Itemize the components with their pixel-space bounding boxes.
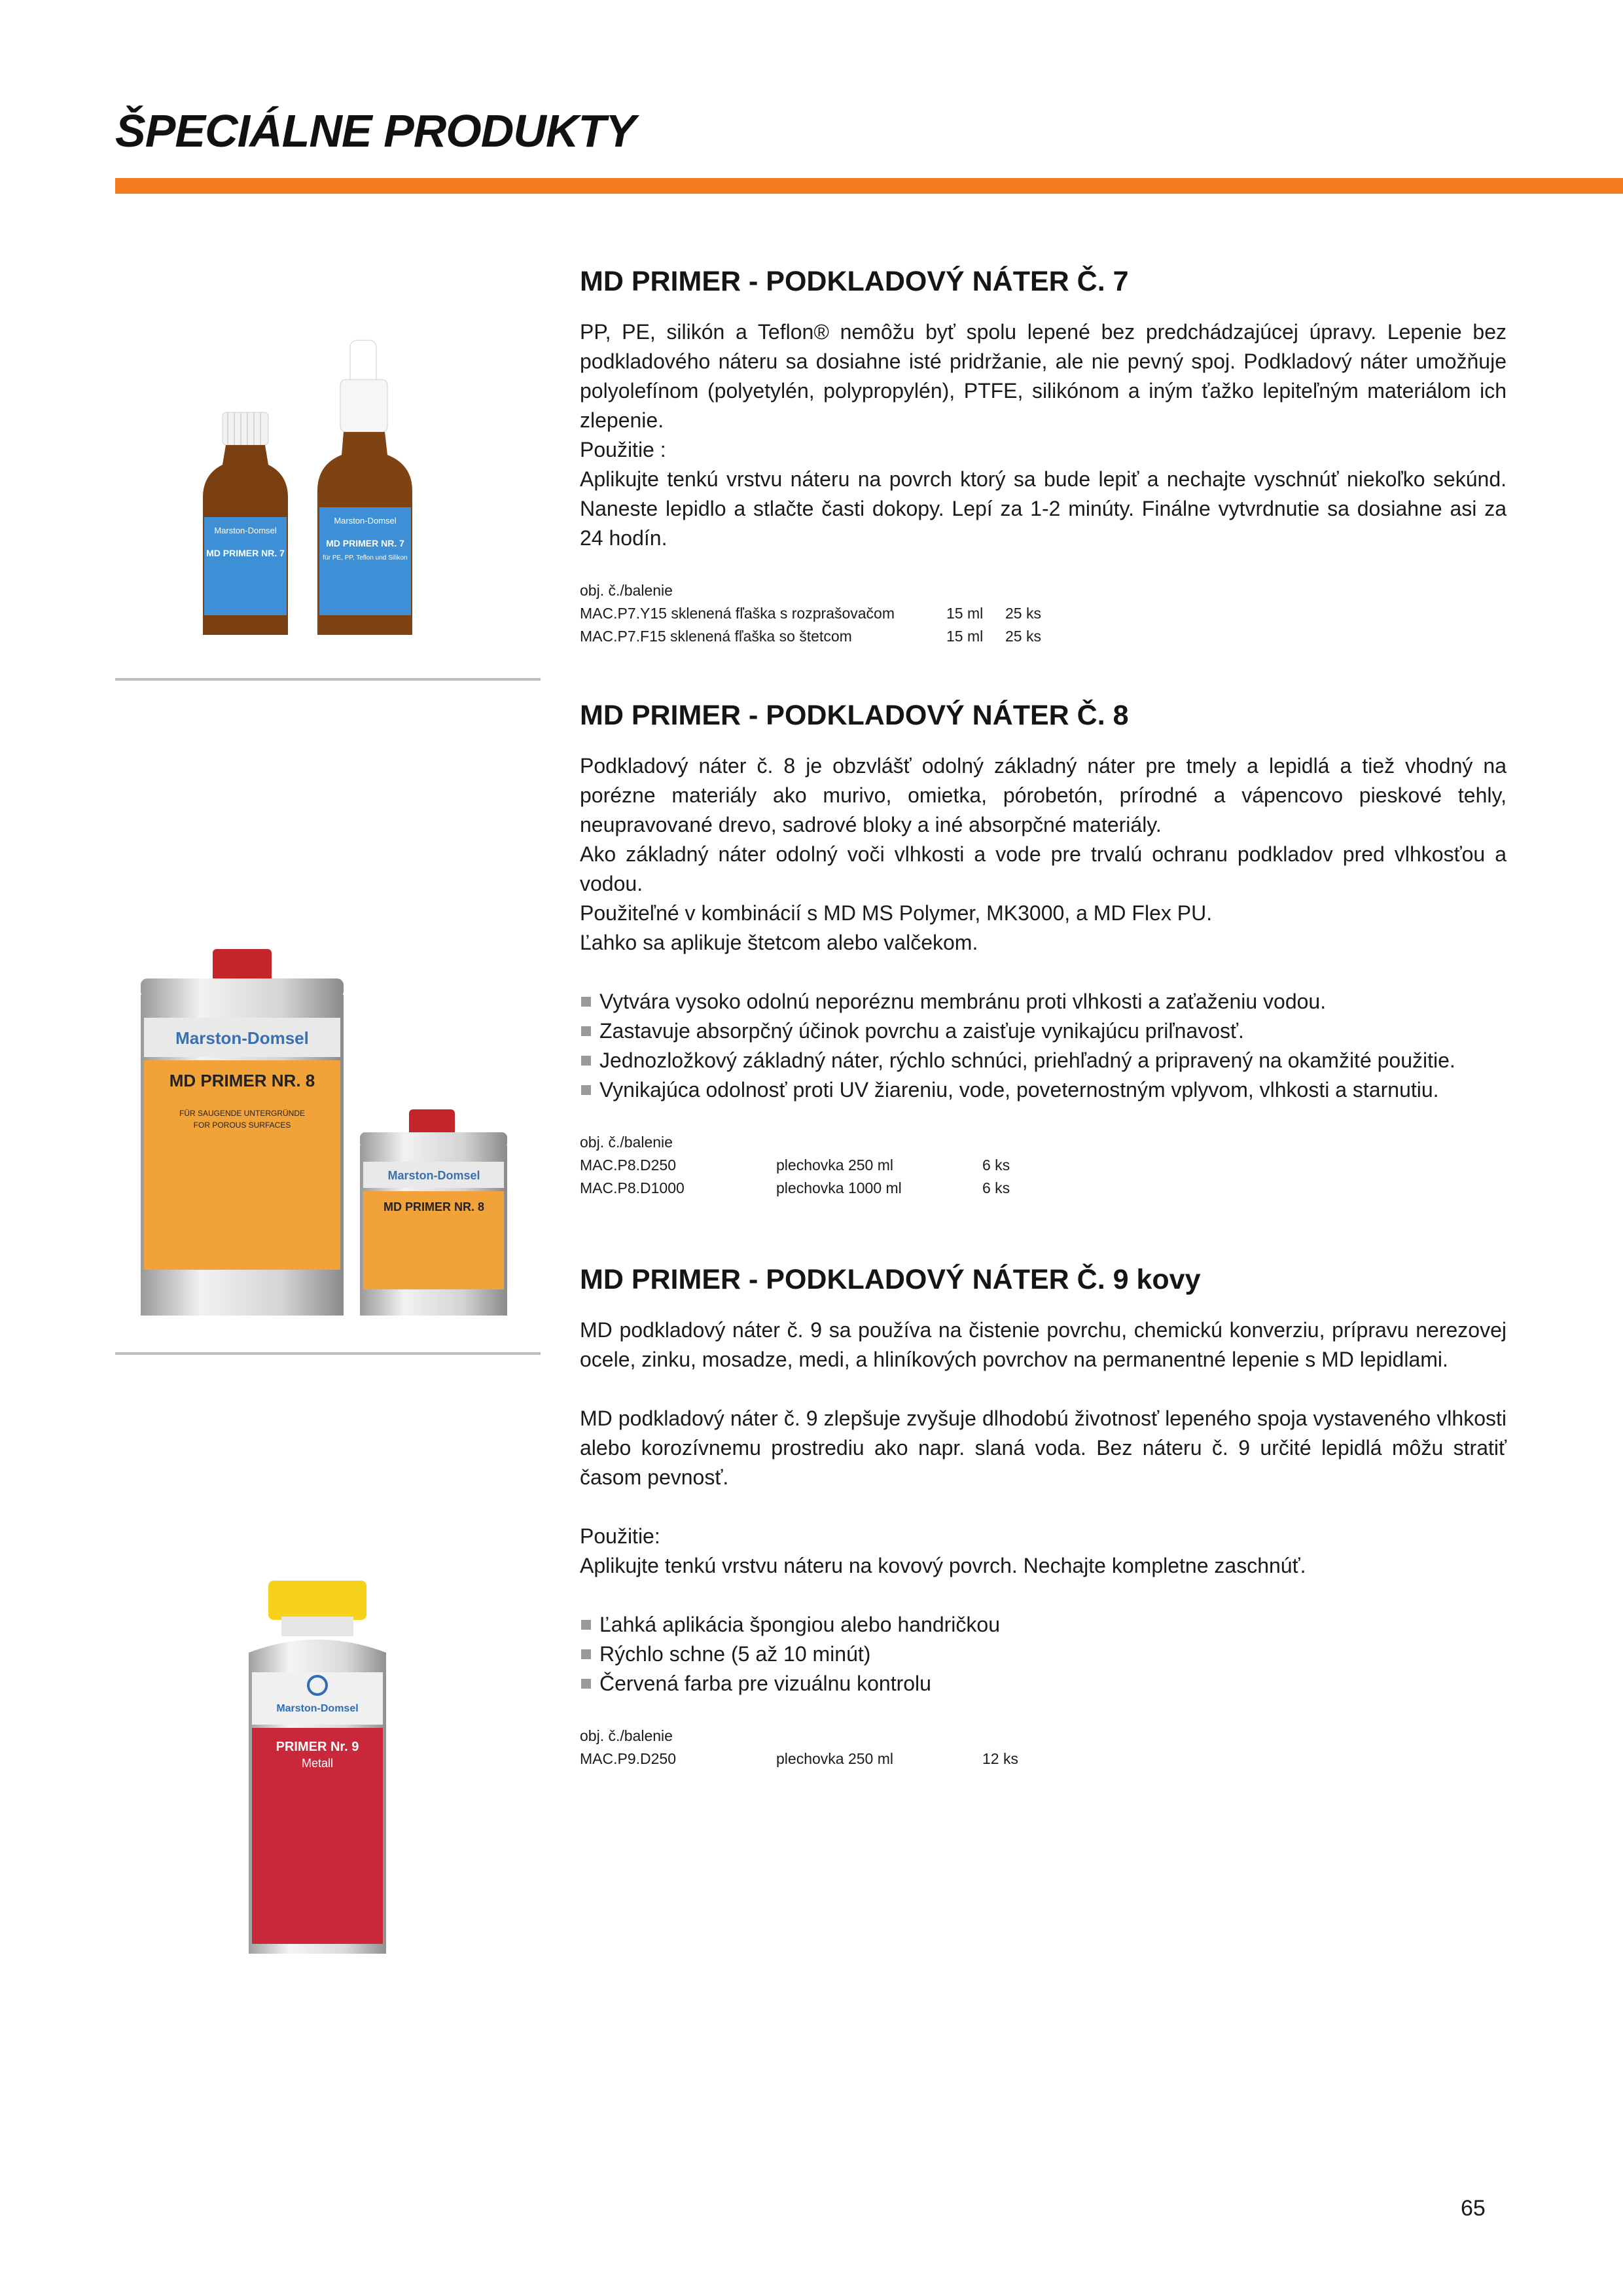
list-item: Vynikajúca odolnosť proti UV žiareniu, vode, poveternostným vplyvom, vlhkosti a starnutiu. xyxy=(580,1075,1507,1105)
svg-text:für PE, PP, Teflon und Silikon: für PE, PP, Teflon und Silikon xyxy=(323,554,408,562)
section-paragraph: Ako základný náter odolný voči vlhkosti a vode pre trvalú ochranu podkladov pred vlhkosťou a vodou. xyxy=(580,842,1507,895)
primer-7-bottles-graphic xyxy=(190,334,465,641)
order-code: MAC.P8.D1000 xyxy=(580,1179,685,1196)
svg-text:Marston-Domsel: Marston-Domsel xyxy=(387,1169,480,1182)
feature-list xyxy=(580,1610,1507,1698)
svg-text:MD PRIMER NR. 7: MD PRIMER NR. 7 xyxy=(206,548,285,558)
order-qty: 25 ks xyxy=(1005,627,1041,645)
order-qty: 6 ks xyxy=(982,1179,1010,1196)
order-code: MAC.P7.Y15 xyxy=(580,604,667,622)
order-row xyxy=(580,1177,1507,1200)
section-heading: MD PRIMER - PODKLADOVÝ NÁTER Č. 8 xyxy=(580,700,1129,731)
list-item: Vytvára vysoko odolnú neporéznu membránu proti vlhkosti a zaťaženiu vodou. xyxy=(580,987,1507,1016)
order-desc: plechovka 250 ml xyxy=(776,1156,893,1174)
order-desc: sklenená fľaška s rozprašovačom xyxy=(671,604,895,622)
primer-9-tin-image xyxy=(236,1574,399,1960)
section-divider xyxy=(115,678,541,681)
svg-text:Marston-Domsel: Marston-Domsel xyxy=(175,1028,309,1048)
order-volume: 15 ml xyxy=(946,627,984,645)
svg-text:MD PRIMER NR. 7: MD PRIMER NR. 7 xyxy=(326,538,404,548)
svg-text:FOR POROUS SURFACES: FOR POROUS SURFACES xyxy=(193,1121,291,1130)
usage-label: Použitie: xyxy=(580,1524,660,1548)
order-label: obj. č./balenie xyxy=(580,1133,673,1151)
order-code: MAC.P8.D250 xyxy=(580,1156,677,1174)
section-heading: MD PRIMER - PODKLADOVÝ NÁTER Č. 7 xyxy=(580,266,1129,297)
section-paragraph: Aplikujte tenkú vrstvu náteru na kovový povrch. Nechajte kompletne zaschnúť. xyxy=(580,1553,1306,1577)
section-paragraph: Podkladový náter č. 8 je obzvlášť odolný základný náter pre tmely a lepidlá a tiež vhodný na porézne materiály ako murivo, omietka, pórobetón, prírodné a vápencovo pieskové tehly, neupravované drevo, sadrové bloky a iné absorpčné materiály. xyxy=(580,753,1507,836)
primer-8-tins-graphic xyxy=(134,946,533,1325)
section-paragraph: Aplikujte tenkú vrstvu náteru na povrch ktorý sa bude lepiť a nechajte vyschnúť niekoľko sekúnd. Naneste lepidlo a stlačte časti dokopy. Lepí za 1-2 minúty. Finálne vytvrdnutie sa dosiahne asi za 24 hodín. xyxy=(580,467,1507,550)
order-qty: 25 ks xyxy=(1005,604,1041,622)
section-primer-8 xyxy=(580,699,1507,1200)
section-divider xyxy=(115,1352,541,1355)
order-desc: plechovka 1000 ml xyxy=(776,1179,902,1196)
section-paragraph: MD podkladový náter č. 9 zlepšuje zvyšuje dlhodobú životnosť lepeného spoja vystaveného vlhkosti alebo korozívnemu prostrediu ako napr. slaná voda. Bez náteru č. 9 určité lepidlá môžu stratiť časom pevnosť. xyxy=(580,1406,1507,1489)
primer-7-bottles-image xyxy=(190,334,465,641)
section-paragraph: Použiteľné v kombinácií s MD MS Polymer, MK3000, a MD Flex PU. xyxy=(580,901,1213,925)
list-item: Rýchlo schne (5 až 10 minút) xyxy=(580,1640,1507,1669)
svg-text:MD PRIMER NR. 8: MD PRIMER NR. 8 xyxy=(383,1200,485,1213)
order-desc: sklenená fľaška so štetcom xyxy=(670,627,852,645)
order-volume: 15 ml xyxy=(946,604,984,622)
feature-list xyxy=(580,987,1507,1105)
order-row xyxy=(580,602,1507,625)
order-label: obj. č./balenie xyxy=(580,1727,673,1744)
section-paragraph: Ľahko sa aplikuje štetcom alebo valčekom. xyxy=(580,930,978,954)
order-label: obj. č./balenie xyxy=(580,581,673,599)
order-row xyxy=(580,625,1507,648)
section-paragraph: PP, PE, silikón a Teflon® nemôžu byť spolu lepené bez predchádzajúcej úpravy. Lepenie bez podkladového náteru sa dosiahne isté pridržanie, ale nie pevný spoj. Podkladový náter umožňuje polyolefínom (polyetylén, polypropylén), PTFE, silikónom a iným ťažko lepiteľným materiálom ich zlepenie. xyxy=(580,319,1507,432)
page-number: 65 xyxy=(1461,2196,1486,2221)
primer-8-tins-image xyxy=(134,946,533,1325)
svg-text:PRIMER Nr. 9: PRIMER Nr. 9 xyxy=(276,1740,359,1754)
section-primer-7 xyxy=(580,265,1507,648)
order-table xyxy=(580,1131,1507,1200)
section-paragraph: MD podkladový náter č. 9 sa používa na čistenie povrchu, chemickú konverziu, prípravu nerezovej ocele, zinku, mosadze, medi, a hliníkových povrchov na permanentné lepenie s MD lepidlami. xyxy=(580,1318,1507,1371)
page-title: ŠPECIÁLNE PRODUKTY xyxy=(115,105,635,156)
order-table xyxy=(580,1725,1507,1770)
list-item: Ľahká aplikácia špongiou alebo handričkou xyxy=(580,1610,1507,1640)
order-row xyxy=(580,1748,1507,1770)
title-accent-bar xyxy=(115,178,1623,194)
list-item: Jednozložkový základný náter, rýchlo schnúci, priehľadný a pripravený na okamžité použitie. xyxy=(580,1046,1507,1075)
order-code: MAC.P7.F15 xyxy=(580,627,666,645)
svg-text:Marston-Domsel: Marston-Domsel xyxy=(214,526,277,535)
svg-text:Metall: Metall xyxy=(301,1757,334,1770)
section-heading: MD PRIMER - PODKLADOVÝ NÁTER Č. 9 kovy xyxy=(580,1264,1201,1295)
svg-text:Marston-Domsel: Marston-Domsel xyxy=(334,516,397,526)
order-code: MAC.P9.D250 xyxy=(580,1749,677,1767)
list-item: Zastavuje absorpčný účinok povrchu a zaisťuje vynikajúcu priľnavosť. xyxy=(580,1016,1507,1046)
svg-text:FÜR SAUGENDE UNTERGRÜNDE: FÜR SAUGENDE UNTERGRÜNDE xyxy=(179,1109,306,1118)
order-qty: 12 ks xyxy=(982,1749,1018,1767)
list-item: Červená farba pre vizuálnu kontrolu xyxy=(580,1669,1507,1698)
order-desc: plechovka 250 ml xyxy=(776,1749,893,1767)
svg-text:Marston-Domsel: Marston-Domsel xyxy=(276,1703,359,1714)
primer-9-tin-graphic xyxy=(236,1574,399,1960)
section-primer-9 xyxy=(580,1263,1507,1770)
usage-label: Použitie : xyxy=(580,437,666,461)
svg-text:MD PRIMER NR. 8: MD PRIMER NR. 8 xyxy=(169,1071,315,1090)
order-row xyxy=(580,1154,1507,1177)
order-qty: 6 ks xyxy=(982,1156,1010,1174)
order-table xyxy=(580,579,1507,648)
